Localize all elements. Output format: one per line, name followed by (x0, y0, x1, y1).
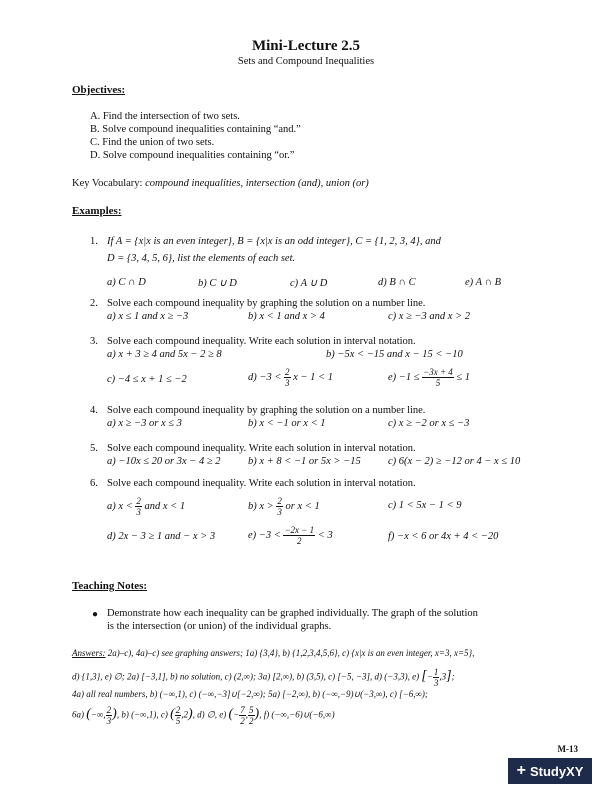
fraction: $\frac{1}{3}$ (433, 667, 439, 688)
example-6e: e) −3 < $\frac{-2x - 1}{2}$ < 3 (248, 525, 333, 546)
example-2c: c) x ≥ −3 and x > 2 (388, 311, 471, 322)
key-vocabulary: Key Vocabulary: compound inequalities, intersection (and), union (or) (72, 178, 369, 189)
example-6d: d) 2x − 3 ≥ 1 and − x > 3 (107, 531, 216, 542)
fraction: $\frac{-2x - 1}{2}$ (284, 525, 315, 546)
answers-line1: Answers: 2a)–c), 4a)–c) see graphing answers; 1a) {3,4}, b) {1,2,3,4,5,6}, c) {x|x is an even integer, x=3, x=5}, (72, 648, 475, 658)
example-3e: e) −1 ≤ $\frac{-3x + 4}{5}$ ≤ 1 (388, 367, 471, 388)
example-1d: d) B ∩ C (378, 277, 416, 288)
examples-heading: Examples: (72, 205, 122, 217)
teaching-note-line1: Demonstrate how each inequality can be graphed individually. The graph of the solution (107, 608, 478, 619)
fraction: $\frac{2}{3}$ (277, 496, 282, 517)
example-6a: a) x < $\frac{2}{3}$ and x < 1 (107, 496, 186, 517)
objectives-heading: Objectives: (72, 84, 126, 96)
plus-icon: + (516, 762, 526, 779)
page-subtitle: Sets and Compound Inequalities (237, 56, 375, 67)
example-1-number: 1. (90, 236, 98, 247)
example-4-number: 4. (90, 405, 98, 416)
page-title: Mini-Lecture 2.5 (251, 38, 361, 54)
example-4-text: Solve each compound inequality by graphing the solution on a number line. (107, 405, 426, 416)
example-3d: d) −3 < $\frac{2}{3}$ x − 1 < 1 (248, 367, 334, 388)
teaching-note-line2: is the intersection (or union) of the individual graphs. (107, 621, 332, 632)
answers-line3: 4a) all real numbers, b) (−∞,1), c) (−∞,−3]∪[−2,∞); 5a) [−2,∞), b) (−∞,−9)∪(−3,∞), c) [−6,∞); (72, 689, 428, 699)
teaching-notes-heading: Teaching Notes: (72, 580, 148, 592)
bullet-icon: ● (92, 609, 99, 620)
example-1a: a) C ∩ D (107, 277, 146, 288)
example-1e: e) A ∩ B (465, 277, 502, 288)
objective-a: A. Find the intersection of two sets. (90, 111, 240, 122)
example-4c: c) x ≥ −2 or x ≤ −3 (388, 418, 470, 429)
example-1-line2: D = {3, 4, 5, 6}, list the elements of each set. (107, 253, 296, 264)
example-3c: c) −4 ≤ x + 1 ≤ −2 (107, 374, 187, 385)
answers-line4: 6a) (−∞, $\frac{2}{3}$ ), b) (−∞,1), c) ( $\frac{2}{5}$ ,2), d) ∅, e) (− $\frac{7}{2}$ , $\frac{5}{2}$ ), f) (−∞,−6)∪(−6,∞) (72, 705, 335, 726)
example-1-line1: If A = {x|x is an even integer}, B = {x|x is an odd integer}, C = {1, 2, 3, 4}, and (107, 236, 441, 247)
example-2b: b) x < 1 and x > 4 (248, 311, 325, 322)
example-2-text: Solve each compound inequality by graphing the solution on a number line. (107, 298, 426, 309)
example-1c: c) A ∪ D (290, 278, 328, 289)
objective-d: D. Solve compound inequalities containing “or.” (90, 150, 295, 161)
example-3-text: Solve each compound inequality. Write each solution in interval notation. (107, 336, 416, 347)
example-6b: b) x > $\frac{2}{3}$ or x < 1 (248, 496, 320, 517)
logo-text: StudyXY (529, 763, 584, 779)
example-2-number: 2. (90, 298, 98, 309)
objective-b: B. Solve compound inequalities containing “and.” (90, 124, 301, 135)
fraction: $\frac{7}{2}$ (240, 705, 245, 726)
example-5a: a) −10x ≤ 20 or 3x − 4 ≥ 2 (107, 456, 221, 467)
studyxy-logo (508, 758, 592, 784)
example-6-number: 6. (90, 478, 98, 489)
example-4b: b) x < −1 or x < 1 (248, 418, 326, 429)
example-5c: c) 6(x − 2) ≥ −12 or 4 − x ≤ 10 (388, 456, 521, 467)
fraction: $\frac{2}{3}$ (136, 496, 141, 517)
example-5-text: Solve each compound inequality. Write each solution in interval notation. (107, 443, 416, 454)
objective-c: C. Find the union of two sets. (90, 137, 215, 148)
fraction: $\frac{2}{3}$ (106, 705, 112, 726)
example-5-number: 5. (90, 443, 98, 454)
fraction: $\frac{-3x + 4}{5}$ (423, 367, 453, 388)
example-3a: a) x + 3 ≥ 4 and 5x − 2 ≥ 8 (107, 349, 222, 360)
fraction: $\frac{5}{2}$ (249, 705, 254, 726)
example-6-text: Solve each compound inequality. Write each solution in interval notation. (107, 478, 416, 489)
example-3-number: 3. (90, 336, 98, 347)
example-2a: a) x ≤ 1 and x ≥ −3 (107, 311, 189, 322)
answers-line2: d) {1,3}, e) ∅; 2a) [−3,1], b) no solution, c) (2,∞); 3a) [2,∞), b) (3,5), c) [−5, −3], d) (−3,3), e) [− $\frac{1}{3}$ ,3]; (72, 667, 455, 688)
example-1b: b) C ∪ D (198, 278, 237, 289)
example-4a: a) x ≥ −3 or x ≤ 3 (107, 418, 182, 429)
example-5b: b) x + 8 < −1 or 5x > −15 (248, 456, 361, 467)
page-number: M-13 (557, 744, 578, 754)
example-6c: c) 1 < 5x − 1 < 9 (388, 500, 462, 511)
fraction: $\frac{2}{3}$ (285, 367, 290, 388)
example-3b: b) −5x < −15 and x − 15 < −10 (326, 349, 463, 360)
fraction: $\frac{2}{5}$ (175, 705, 181, 726)
example-6f: f) −x < 6 or 4x + 4 < −20 (388, 531, 499, 542)
